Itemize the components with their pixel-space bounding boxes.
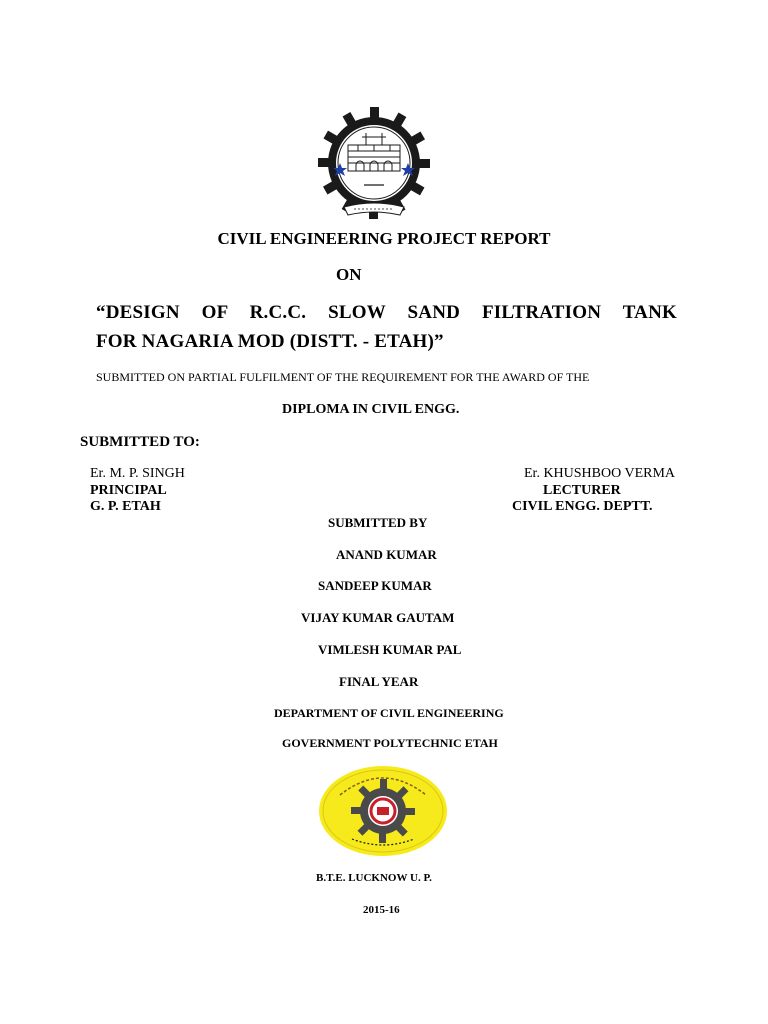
submitted-by-label: SUBMITTED BY bbox=[328, 515, 428, 530]
guide-left-designation: PRINCIPAL bbox=[90, 483, 167, 498]
project-title-line-1: “DESIGN OF R.C.C. SLOW SAND FILTRATION TANK bbox=[96, 302, 677, 323]
report-heading: CIVIL ENGINEERING PROJECT REPORT bbox=[217, 229, 551, 248]
college-name: GOVERNMENT POLYTECHNIC ETAH bbox=[282, 736, 498, 750]
submitted-to-label: SUBMITTED TO: bbox=[80, 434, 200, 450]
academic-year: FINAL YEAR bbox=[339, 674, 419, 689]
emblem-center-icon bbox=[377, 807, 389, 815]
session-year: 2015-16 bbox=[363, 904, 400, 916]
guide-right-name: Er. KHUSHBOO VERMA bbox=[524, 466, 676, 481]
student-name: ANAND KUMAR bbox=[336, 547, 437, 562]
submission-note: SUBMITTED ON PARTIAL FULFILMENT OF THE REQUIREMENT FOR THE AWARD OF THE bbox=[96, 370, 590, 384]
student-name: SANDEEP KUMAR bbox=[318, 578, 432, 593]
board-emblem-logo bbox=[318, 765, 448, 857]
department-name: DEPARTMENT OF CIVIL ENGINEERING bbox=[274, 706, 504, 720]
guide-right-org: CIVIL ENGG. DEPTT. bbox=[512, 499, 653, 514]
report-on: ON bbox=[336, 265, 362, 284]
board-name: B.T.E. LUCKNOW U. P. bbox=[316, 872, 432, 884]
student-name: VIJAY KUMAR GAUTAM bbox=[301, 610, 455, 625]
diploma-title: DIPLOMA IN CIVIL ENGG. bbox=[282, 402, 460, 417]
guide-right-designation: LECTURER bbox=[543, 483, 621, 498]
student-name: VIMLESH KUMAR PAL bbox=[318, 642, 462, 657]
guide-left-org: G. P. ETAH bbox=[90, 499, 161, 514]
guide-left-name: Er. M. P. SINGH bbox=[90, 466, 185, 481]
college-emblem-logo bbox=[318, 105, 430, 220]
project-title-line-2: FOR NAGARIA MOD (DISTT. - ETAH)” bbox=[96, 331, 444, 352]
